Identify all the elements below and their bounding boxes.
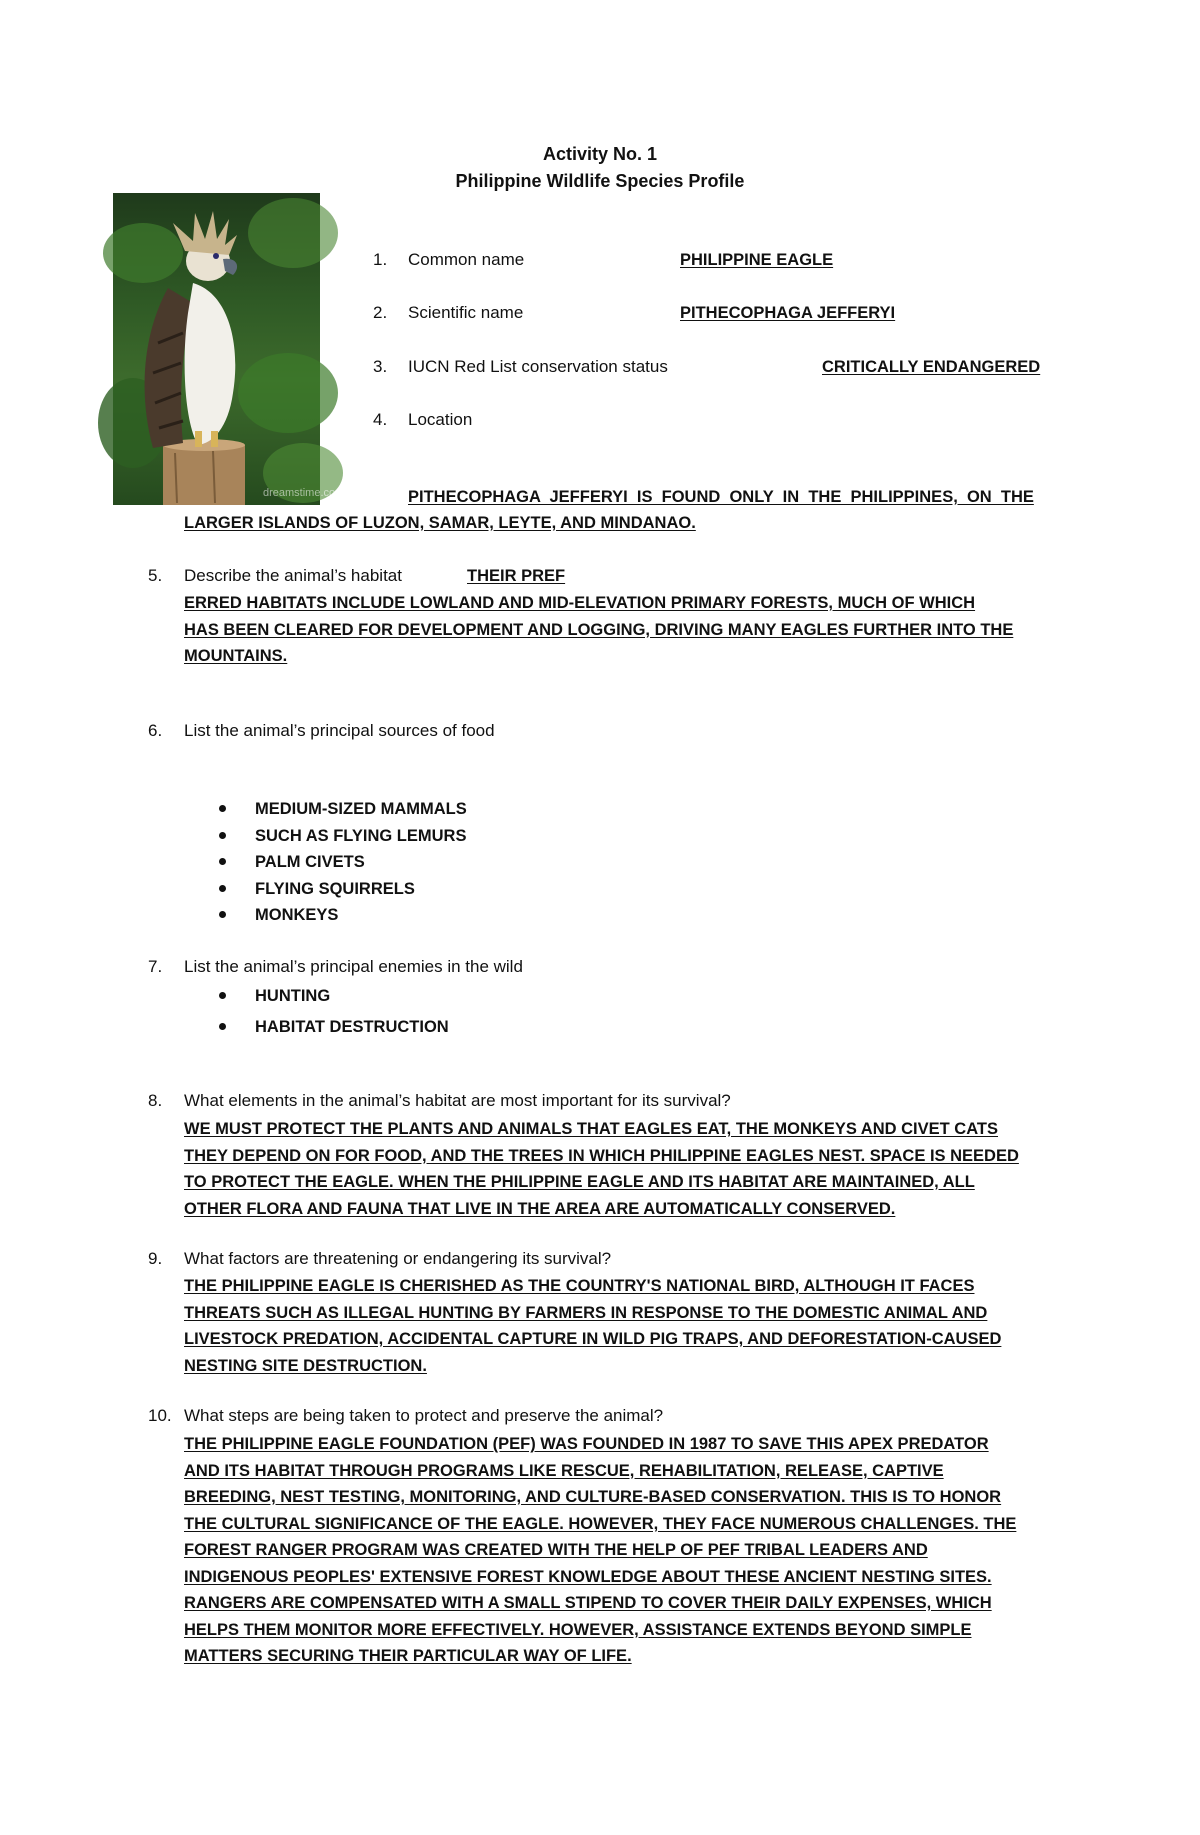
q9-answer [184, 1273, 1001, 1379]
q8-number: 8. [148, 1091, 163, 1110]
location-answer-line-1: PITHECOPHAGA JEFFERYI IS FOUND ONLY IN THE PHILIPPINES, ON THE [408, 488, 1034, 506]
food-sources-list [255, 796, 467, 929]
enemies-list [255, 981, 449, 1043]
item-1-number: 1. [373, 250, 388, 269]
common-name-value: PHILIPPINE EAGLE [680, 251, 834, 269]
q8-answer [184, 1116, 1019, 1222]
list-item: HABITAT DESTRUCTION [255, 1012, 449, 1043]
bullet-icon [219, 992, 226, 999]
q8-answer-line: OTHER FLORA AND FAUNA THAT LIVE IN THE AREA ARE AUTOMATICALLY CONSERVED. [184, 1199, 896, 1218]
activity-title: Activity No. 1 [542, 144, 658, 164]
bullet-icon [219, 858, 226, 865]
item-3-number: 3. [373, 357, 388, 376]
q8-answer-line: WE MUST PROTECT THE PLANTS AND ANIMALS THAT EAGLES EAT, THE MONKEYS AND CIVET CATS [184, 1120, 999, 1138]
q5-number: 5. [148, 566, 163, 585]
bullet-icon [219, 832, 226, 839]
list-item: FLYING SQUIRRELS [255, 876, 467, 903]
list-item: SUCH AS FLYING LEMURS [255, 823, 467, 850]
q5-answer-line: MOUNTAINS. [184, 647, 288, 665]
q9-answer-line: THE PHILIPPINE EAGLE IS CHERISHED AS THE COUNTRY'S NATIONAL BIRD, ALTHOUGH IT FACES [184, 1277, 975, 1295]
q5-inline-answer: THEIR PREF [467, 567, 566, 585]
bullet-icon [219, 911, 226, 918]
item-2-label: Scientific name [408, 303, 524, 322]
q10-answer-line: THE CULTURAL SIGNIFICANCE OF THE EAGLE. HOWEVER, THEY FACE NUMEROUS CHALLENGES. THE [184, 1514, 1017, 1533]
scientific-name-value: PITHECOPHAGA JEFFERYI [680, 304, 896, 322]
list-item: PALM CIVETS [255, 849, 467, 876]
location-answer-line-2: LARGER ISLANDS OF LUZON, SAMAR, LEYTE, AND MINDANAO. [184, 514, 696, 532]
q7-question: List the animal’s principal enemies in the wild [184, 957, 523, 976]
q10-answer-line: INDIGENOUS PEOPLES' EXTENSIVE FOREST KNOWLEDGE ABOUT THESE ANCIENT NESTING SITES. [184, 1567, 992, 1586]
q6-question: List the animal’s principal sources of food [184, 721, 495, 740]
profile-subtitle: Philippine Wildlife Species Profile [455, 171, 745, 191]
eagle-illustration [113, 193, 320, 505]
q8-answer-line: TO PROTECT THE EAGLE. WHEN THE PHILIPPINE EAGLE AND ITS HABITAT ARE MAINTAINED, ALL [184, 1173, 975, 1191]
q10-question: What steps are being taken to protect and preserve the animal? [184, 1406, 664, 1425]
q5-answer [184, 590, 1013, 670]
q10-answer-line: BREEDING, NEST TESTING, MONITORING, AND CULTURE-BASED CONSERVATION. THIS IS TO HONOR [184, 1488, 1002, 1506]
q10-answer-line: THE PHILIPPINE EAGLE FOUNDATION (PEF) WAS FOUNDED IN 1987 TO SAVE THIS APEX PREDATOR [184, 1435, 989, 1453]
q9-answer-line: LIVESTOCK PREDATION, ACCIDENTAL CAPTURE IN WILD PIG TRAPS, AND DEFORESTATION-CAUSED [184, 1330, 1002, 1348]
q10-number: 10. [148, 1406, 172, 1425]
q6-number: 6. [148, 721, 163, 740]
item-4-label: Location [408, 410, 473, 429]
q10-answer-line: HELPS THEM MONITOR MORE EFFECTIVELY. HOWEVER, ASSISTANCE EXTENDS BEYOND SIMPLE [184, 1620, 972, 1639]
q7-number: 7. [148, 957, 163, 976]
q10-answer-line: MATTERS SECURING THEIR PARTICULAR WAY OF LIFE. [184, 1647, 632, 1665]
q9-answer-line: NESTING SITE DESTRUCTION. [184, 1356, 427, 1375]
conservation-status-value: CRITICALLY ENDANGERED [822, 358, 1041, 376]
q10-answer-line: AND ITS HABITAT THROUGH PROGRAMS LIKE RESCUE, REHABILITATION, RELEASE, CAPTIVE [184, 1461, 944, 1480]
q5-answer-line: ERRED HABITATS INCLUDE LOWLAND AND MID-ELEVATION PRIMARY FORESTS, MUCH OF WHICH [184, 594, 976, 612]
q9-question: What factors are threatening or endangering its survival? [184, 1249, 612, 1268]
q10-answer [184, 1431, 1016, 1670]
q9-number: 9. [148, 1249, 163, 1268]
photo-watermark: dreamstime.com [263, 487, 345, 499]
q10-answer-line: RANGERS ARE COMPENSATED WITH A SMALL STIPEND TO COVER THEIR DAILY EXPENSES, WHICH [184, 1594, 992, 1612]
item-3-label: IUCN Red List conservation status [408, 357, 668, 376]
q5-answer-line: HAS BEEN CLEARED FOR DEVELOPMENT AND LOGGING, DRIVING MANY EAGLES FURTHER INTO THE [184, 620, 1014, 639]
bullet-icon [219, 1023, 226, 1030]
q5-question: Describe the animal’s habitat [184, 566, 402, 585]
item-2-number: 2. [373, 303, 388, 322]
bullet-icon [219, 885, 226, 892]
list-item: HUNTING [255, 981, 449, 1012]
item-1-label: Common name [408, 250, 525, 269]
list-item: MONKEYS [255, 902, 467, 929]
q10-answer-line: FOREST RANGER PROGRAM WAS CREATED WITH THE HELP OF PEF TRIBAL LEADERS AND [184, 1541, 928, 1559]
bullet-icon [219, 805, 226, 812]
q9-answer-line: THREATS SUCH AS ILLEGAL HUNTING BY FARMERS IN RESPONSE TO THE DOMESTIC ANIMAL AND [184, 1303, 988, 1322]
list-item: MEDIUM-SIZED MAMMALS [255, 796, 467, 823]
philippine-eagle-photo [113, 193, 345, 505]
q8-answer-line: THEY DEPEND ON FOR FOOD, AND THE TREES IN WHICH PHILIPPINE EAGLES NEST. SPACE IS NEEDED [184, 1146, 1019, 1165]
item-4-number: 4. [373, 410, 388, 429]
q8-question: What elements in the animal’s habitat are most important for its survival? [184, 1091, 731, 1110]
